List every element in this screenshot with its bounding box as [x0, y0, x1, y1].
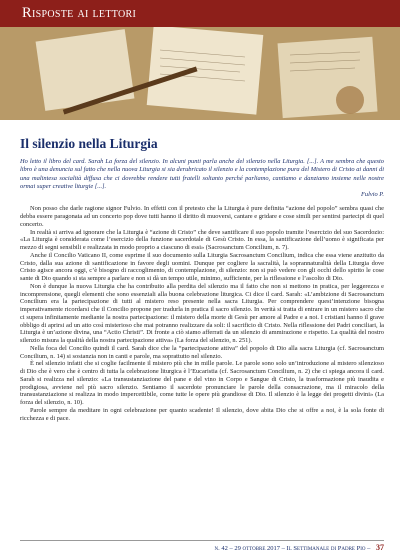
section-band	[0, 0, 400, 27]
answer-paragraph: Non posso che darle ragione signor Fulvio. In effetti con il pretesto che la Liturgia è pure definita “azione del popolo” sembra quasi che debba essere paragonata ad un concerto pop dove tutti hanno il diritto di muoversi, cantare e gridare e cose simili per sentirsi partecipi di quel concerto.	[20, 205, 384, 228]
page-number: 37	[376, 543, 384, 552]
header-image	[0, 0, 400, 120]
footer-text	[214, 543, 384, 552]
reader-question: Ho letto il libro del card. Sarah La forza del silenzio. In alcuni punti parla anche del silenzio nella Liturgia. [...]. A me sembra che questo libro è una denuncia sul fatto che nella nuova Liturgia si sia derubricato il silenzio e la contemplazione pura del Mistero di Cristo ai danni di una malintesa socialità diffusa che ci dovrebbe rendere tutti fratelli soltanto perché parliamo, cantiamo e danziamo insieme nelle nostre ormai super creative liturgie [...].	[20, 158, 384, 190]
answer-body	[20, 205, 384, 422]
issue-info: n. 42 – 29 ottobre 2017 – Il Settimanale di Padre Pio –	[214, 545, 371, 552]
section-title: Risposte ai lettori	[22, 5, 137, 21]
article-title: Il silenzio nella Liturgia	[20, 136, 158, 151]
page-footer	[20, 540, 384, 553]
reader-signature: Fulvio P.	[361, 191, 384, 199]
answer-paragraph: In realtà si arriva ad ignorare che la Liturgia è “azione di Cristo” che deve santificare il suo popolo tramite l’esercizio del suo Sacerdozio: «La Liturgia è considerata come l’esercizio della funzione sacerdotale di Gesù Cristo. In essa, la santificazione dell’uomo è significata per mezzo di segni sensibili e realizzata in modo proprio a ciascuno di essi» (Sacrosanctum Concilium, n. 7).	[20, 228, 384, 252]
answer-paragraph: Non è dunque la nuova Liturgia che ha contribuito alla perdita del silenzio ma il fatto che non si mettono in pratica, per leggerezza e incomprensione, quegli elementi che sono essenziali alla buona celebrazione liturgica. Ci dice il card. Sarah: «L’ambizione di Sacrosanctum Concilium era la partecipazione di tutti al mistero reso presente nella sacra Liturgia. Per comprendere quest’intenzione bisogna imperativamente ricordarsi che il Concilio propone per tradurla in pratica il sacro silenzio. In verità si tratta di entrare in un mistero sacro che ci supera infinitamente mediante la nostra partecipazione: il mistero della morte di Gesù per amore al Padre e a noi. I cristiani hanno il grave obbligo di aprirsi ad un atto così misterioso che mai potranno realizzare da soli: il sacrificio di Cristo. Nella riflessione dei Padri conciliari, la Liturgia è un’azione divina, una “Actio Christi”. Di fronte a ciò siamo afferrati da un silenzio di ammirazione e rispetto. La qualità del nostro silenzio misura la qualità della nostra partecipazione attiva» (La forza del silenzio, n. 251).	[20, 282, 384, 345]
answer-paragraph: È nel silenzio infatti che si coglie facilmente il mistero più che in mille parole. Le parole sono solo un’introduzione al mistero silenzioso di Dio che è vero che è centro di tutta la celebrazione liturgica è l’Eucaristia (cf. Sacrosanctum Concilium, n. 2) che ci spiega ancora il card. Sarah si realizza nel silenzio: «La transustanziazione del pane e del vino in Corpo e Sangue di Cristo, la trasformazione più inaudita e prodigiosa, avviene nel più sacro silenzio. Sentiamo il sacerdote pronunciare le parole della consacrazione, ma il miracolo della transustanziazione si realizza in modo impercettibile, come tutte le opere più grandiose di Dio. Il silenzio è la legge dei progetti divini» (La forza del silenzio, n. 10).	[20, 360, 384, 407]
article	[20, 136, 384, 422]
answer-paragraph: Parole sempre da meditare in ogni celebrazione per quanto scadente! Il silenzio, dove abita Dio che si offre a noi, è la sola fonte di ricchezza e di pace.	[20, 406, 384, 422]
answer-paragraph: Anche il Concilio Vaticano II, come esprime il suo documento sulla Liturgia Sacrosanctum Concilium, indica che essa viene anzitutto da Cristo, dalla sua azione di santificazione in favore degli uomini. Dunque per cogliere la sacralità, la soprannaturalità della Liturgia dove Cristo agisce ancora oggi, c’è bisogno di raccoglimento, di contemplazione, di silenzio: non si può vedere con gli occhi dello spirito le cose sante di Dio quando si sta sempre a parlare e non si dà un tempo utile, minimo, sufficiente, per la riflessione e l’ascolto di Dio.	[20, 251, 384, 283]
answer-paragraph: Nella foca del Concilio quindi il card. Sarah dice che la “partecipazione attiva” del popolo di Dio alla sacra Liturgia (cf. Sacrosanctum Concilium, n. 14) si sostanzia non in canti e parole, ma soprattutto nel silenzio.	[20, 344, 384, 360]
